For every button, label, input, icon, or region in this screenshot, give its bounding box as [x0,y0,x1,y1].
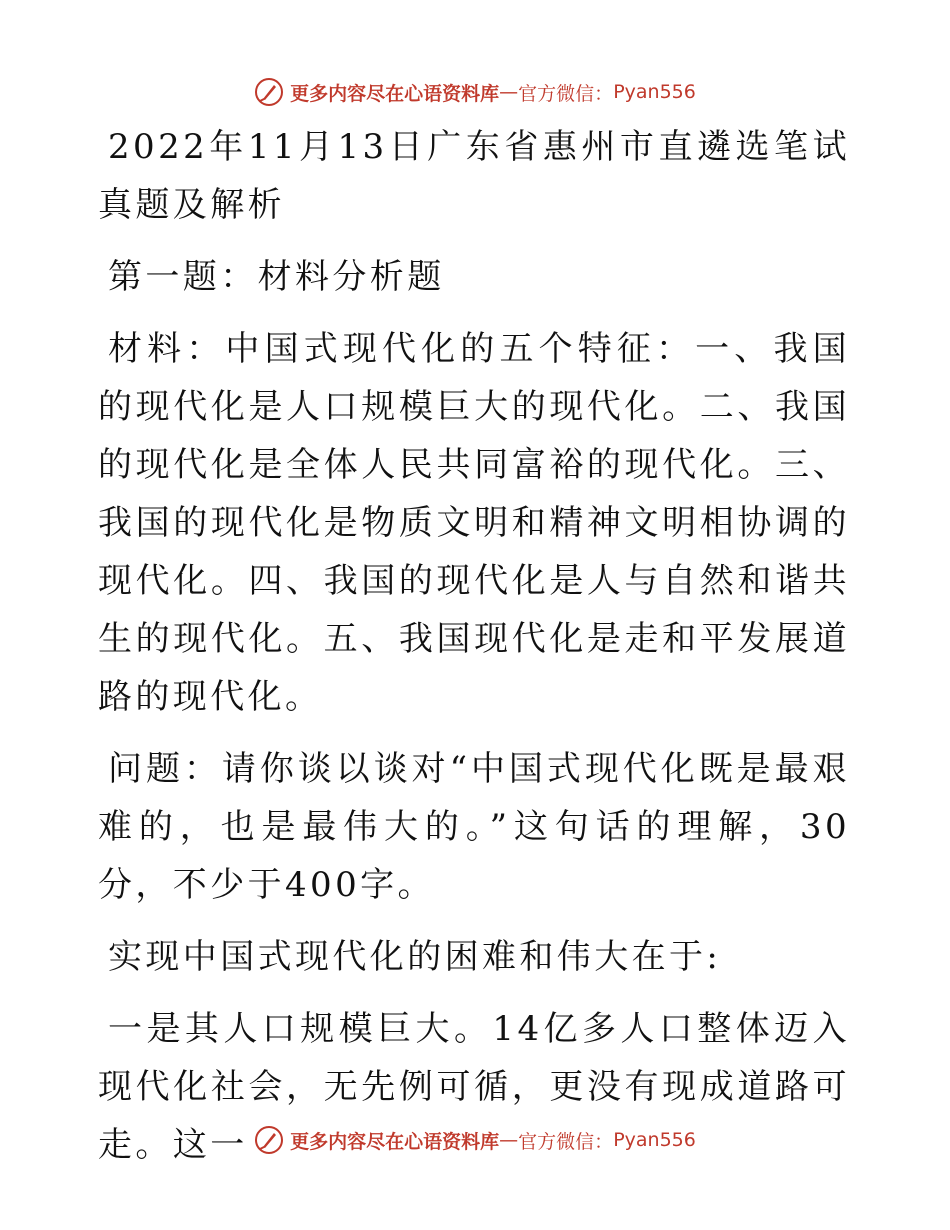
footer-watermark [0,1120,950,1160]
watermark-dash: — [499,1129,519,1151]
feather-pen-logo-icon [254,1125,284,1155]
watermark-main-text: 更多内容尽在心语资料库 [290,1130,500,1153]
answer-intro: 实现中国式现代化的困难和伟大在于: [108,937,722,977]
question-paragraph: 问题：请你谈以谈对“中国式现代化既是最艰难的，也是最伟大的。”这句话的理解，30分，不少于400字。 [98,749,850,905]
watermark-official-label: 官方微信： [518,1130,614,1153]
document-title: 2022年11月13日广东省惠州市直遴选笔试真题及解析 [98,127,850,225]
watermark-dash: — [499,81,519,103]
header-watermark [0,72,950,112]
document-body [98,118,850,1174]
answer-point-1: 一是其人口规模巨大。14亿多人口整体迈入现代化社会，无先例可循，更没有现成道路可走。这一 [98,1009,850,1165]
watermark-wechat-id: Pyan556 [613,1129,696,1151]
section-heading: 第一题：材料分析题 [108,257,445,297]
feather-pen-logo-icon [254,77,284,107]
material-paragraph: 材料：中国式现代化的五个特征：一、我国的现代化是人口规模巨大的现代化。二、我国的现代化是全体人民共同富裕的现代化。三、我国的现代化是物质文明和精神文明相协调的现代化。四、我国的现代化是人与自然和谐共生的现代化。五、我国现代化是走和平发展道路的现代化。 [98,329,850,717]
watermark-wechat-id: Pyan556 [613,81,696,103]
watermark-main-text: 更多内容尽在心语资料库 [290,82,500,105]
watermark-official-label: 官方微信： [518,82,614,105]
